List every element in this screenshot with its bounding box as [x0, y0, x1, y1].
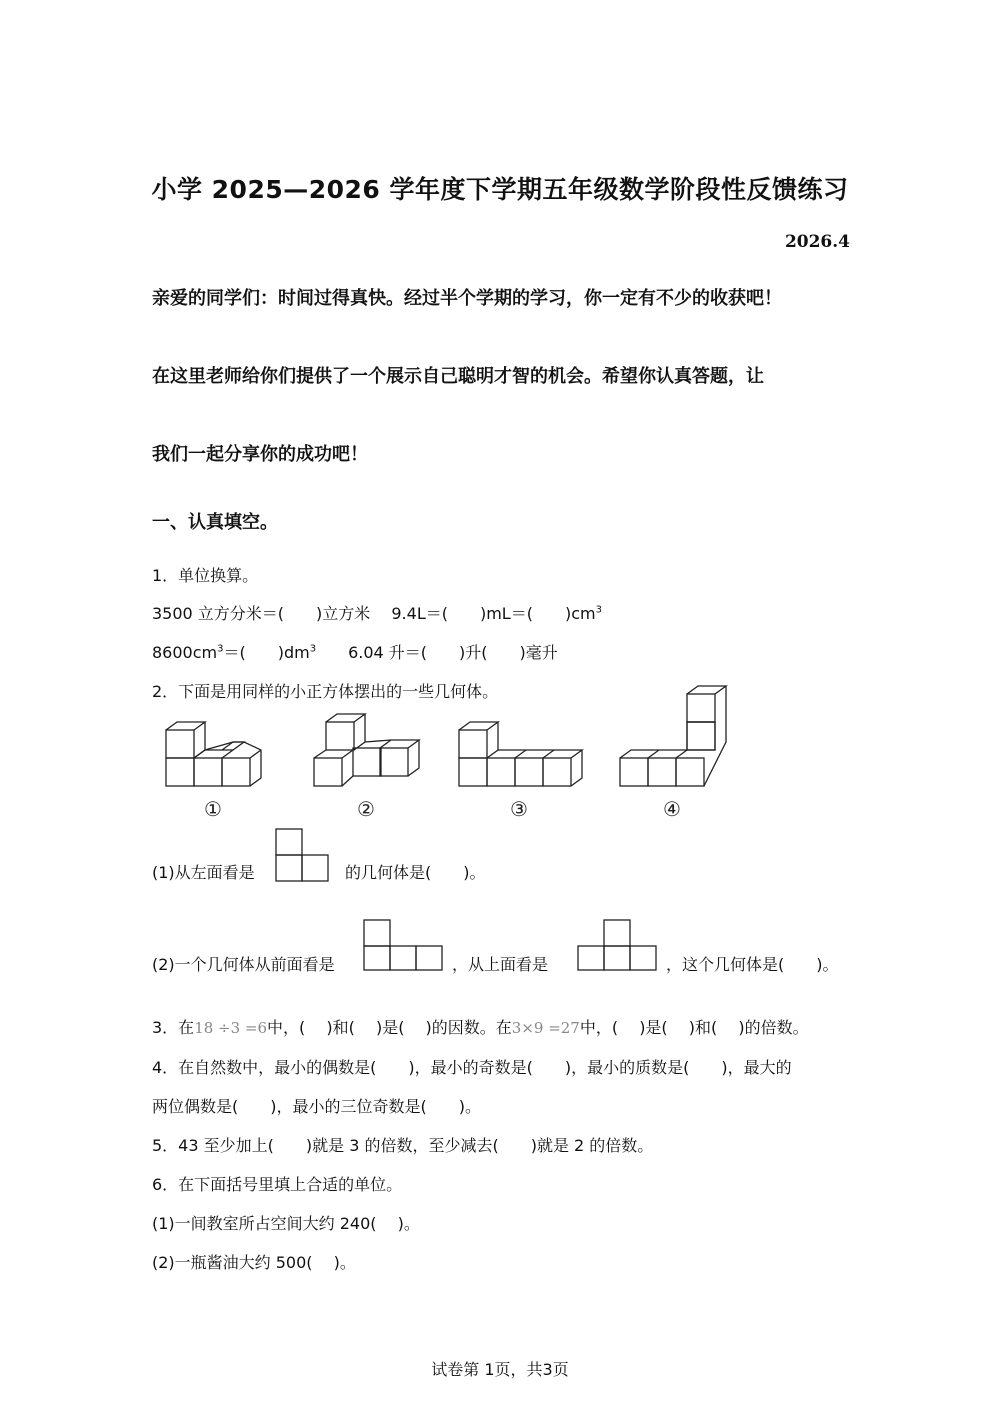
q2-sub1-text-b: 的几何体是( )。 — [345, 863, 486, 882]
q2-sub2-text-a: (2)一个几何体从前面看是 — [152, 955, 335, 974]
cube-figure-3 — [459, 722, 582, 786]
cube-figure-2 — [314, 714, 419, 786]
q6-sub2: (2)一瓶酱油大约 500( )。 — [152, 1253, 356, 1272]
q2-sub2-text-c: ，这个几何体是( )。 — [666, 955, 839, 974]
intro-line-1: 亲爱的同学们：时间过得真快。经过半个学期的学习，你一定有不少的收获吧！ — [152, 288, 782, 309]
figure-label-4: ④ — [663, 797, 681, 821]
q6-sub1: (1)一间教室所占空间大约 240( )。 — [152, 1214, 420, 1233]
page-footer: 试卷第 1页，共3页 — [431, 1360, 569, 1379]
q1-line-2: $8600cm^3=$( )$dm^3$ 6.04 升＝( )升( )毫升 — [152, 643, 558, 662]
q3-text: 3．在18 ÷3 =6中，( )和( )是( )的因数。在3×9 =27中，( )是( )和( )的倍数。 — [152, 1018, 809, 1037]
cube-figure-4 — [620, 686, 726, 786]
q6-label: 6．在下面括号里填上合适的单位。 — [152, 1175, 403, 1194]
front-view-icon — [364, 920, 442, 970]
intro-line-3: 我们一起分享你的成功吧！ — [152, 444, 368, 465]
figure-label-3: ③ — [510, 797, 528, 821]
intro-line-2: 在这里老师给你们提供了一个展示自己聪明才智的机会。希望你认真答题，让 — [152, 366, 764, 387]
exam-date: 2026.4 — [784, 232, 850, 252]
q2-sub2-text-b: ，从上面看是 — [452, 955, 549, 974]
q4-line-1: 4．在自然数中，最小的偶数是( )，最小的奇数是( )，最小的质数是( )，最大的 — [152, 1058, 792, 1077]
q2-sub1-text-a: (1)从左面看是 — [152, 863, 255, 882]
q1-line-1: 3500 立方分米＝( )立方米 9.4L＝( )mL＝( )$cm^3$ — [152, 604, 602, 623]
cube-figure-1 — [166, 722, 261, 786]
page-title: 小学 2025—2026 学年度下学期五年级数学阶段性反馈练习 — [151, 175, 849, 204]
top-view-icon — [578, 920, 656, 970]
figure-label-1: ① — [204, 797, 222, 821]
section-heading: 一、认真填空。 — [152, 512, 278, 533]
figure-label-2: ② — [357, 797, 375, 821]
left-view-icon — [276, 829, 328, 881]
q4-line-2: 两位偶数是( )，最小的三位奇数是( )。 — [152, 1097, 481, 1116]
q1-label: 1．单位换算。 — [152, 566, 259, 585]
q2-label: 2．下面是用同样的小正方体摆出的一些几何体。 — [152, 682, 499, 701]
q5-text: 5．43 至少加上( )就是 3 的倍数，至少减去( )就是 2 的倍数。 — [152, 1136, 654, 1155]
